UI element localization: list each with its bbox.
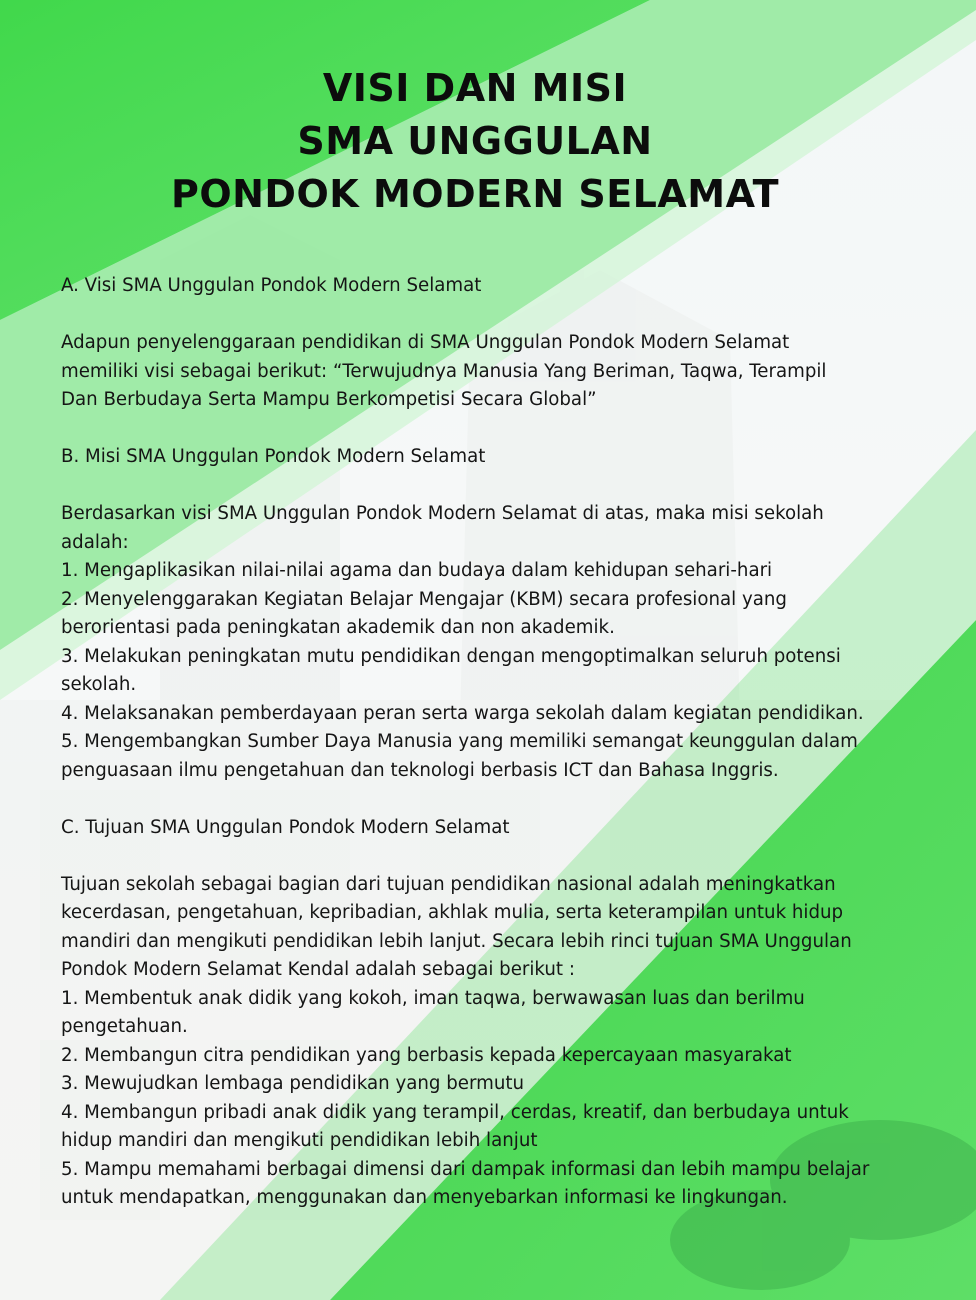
misi-line: sekolah. bbox=[61, 674, 137, 695]
misi-line: adalah: bbox=[61, 531, 129, 553]
visi-line: Dan Berbudaya Serta Mampu Berkompetisi Secara Global” bbox=[61, 389, 597, 410]
tujuan-line: 5. Mampu memahami berbagai dimensi dari dampak informasi dan lebih mampu belajar bbox=[61, 1158, 870, 1180]
misi-line: 5. Mengembangkan Sumber Daya Manusia yang memiliki semangat keunggulan dalam bbox=[61, 731, 858, 752]
tujuan-line: 4. Membangun pribadi anak didik yang terampil, cerdas, kreatif, dan berbudaya untuk bbox=[61, 1101, 849, 1123]
tujuan-line: pengetahuan. bbox=[61, 1016, 188, 1037]
section-tujuan bbox=[61, 814, 931, 1213]
tujuan-line: mandiri dan mengikuti pendidikan lebih lanjut. Secara lebih rinci tujuan SMA Unggulan bbox=[61, 930, 852, 952]
misi-line: penguasaan ilmu pengetahuan dan teknologi berbasis ICT dan Bahasa Inggris. bbox=[61, 759, 779, 781]
visi-line: memiliki visi sebagai berikut: “Terwujudnya Manusia Yang Beriman, Taqwa, Terampil bbox=[61, 360, 827, 382]
misi-line: 1. Mengaplikasikan nilai-nilai agama dan budaya dalam kehidupan sehari-hari bbox=[61, 560, 773, 581]
misi-line: berorientasi pada peningkatan akademik dan non akademik. bbox=[61, 617, 615, 638]
section-heading-visi: A. Visi SMA Unggulan Pondok Modern Selamat bbox=[61, 275, 482, 296]
misi-line: 4. Melaksanakan pemberdayaan peran serta warga sekolah dalam kegiatan pendidikan. bbox=[61, 702, 864, 724]
tujuan-line: untuk mendapatkan, menggunakan dan menyebarkan informasi ke lingkungan. bbox=[61, 1187, 788, 1208]
body-text bbox=[61, 272, 931, 1213]
tujuan-line: 1. Membentuk anak didik yang kokoh, iman taqwa, berwawasan luas dan berilmu bbox=[61, 987, 805, 1009]
section-heading-misi: B. Misi SMA Unggulan Pondok Modern Selamat bbox=[61, 446, 486, 467]
section-misi bbox=[61, 443, 931, 785]
title-line-1: VISI DAN MISI bbox=[322, 66, 628, 110]
tujuan-line: 2. Membangun citra pendidikan yang berbasis kepada kepercayaan masyarakat bbox=[61, 1044, 792, 1066]
section-visi bbox=[61, 272, 931, 415]
tujuan-line: hidup mandiri dan mengikuti pendidikan lebih lanjut bbox=[61, 1130, 538, 1151]
tujuan-line: Tujuan sekolah sebagai bagian dari tujuan pendidikan nasional adalah meningkatkan bbox=[61, 873, 836, 895]
visi-line: Adapun penyelenggaraan pendidikan di SMA Unggulan Pondok Modern Selamat bbox=[61, 332, 790, 353]
misi-line: 3. Melakukan peningkatan mutu pendidikan dengan mengoptimalkan seluruh potensi bbox=[61, 645, 841, 667]
section-heading-tujuan: C. Tujuan SMA Unggulan Pondok Modern Selamat bbox=[61, 816, 510, 838]
tujuan-line: Pondok Modern Selamat Kendal adalah sebagai berikut : bbox=[61, 959, 575, 980]
misi-line: Berdasarkan visi SMA Unggulan Pondok Modern Selamat di atas, maka misi sekolah bbox=[61, 503, 824, 524]
misi-line: 2. Menyelenggarakan Kegiatan Belajar Mengajar (KBM) secara profesional yang bbox=[61, 588, 787, 610]
title-line-2: SMA UNGGULAN bbox=[297, 119, 653, 163]
title-line-3: PONDOK MODERN SELAMAT bbox=[170, 172, 780, 216]
page-title bbox=[0, 62, 950, 221]
tujuan-line: 3. Mewujudkan lembaga pendidikan yang bermutu bbox=[61, 1073, 525, 1094]
tujuan-line: kecerdasan, pengetahuan, kepribadian, akhlak mulia, serta keterampilan untuk hidup bbox=[61, 902, 844, 923]
